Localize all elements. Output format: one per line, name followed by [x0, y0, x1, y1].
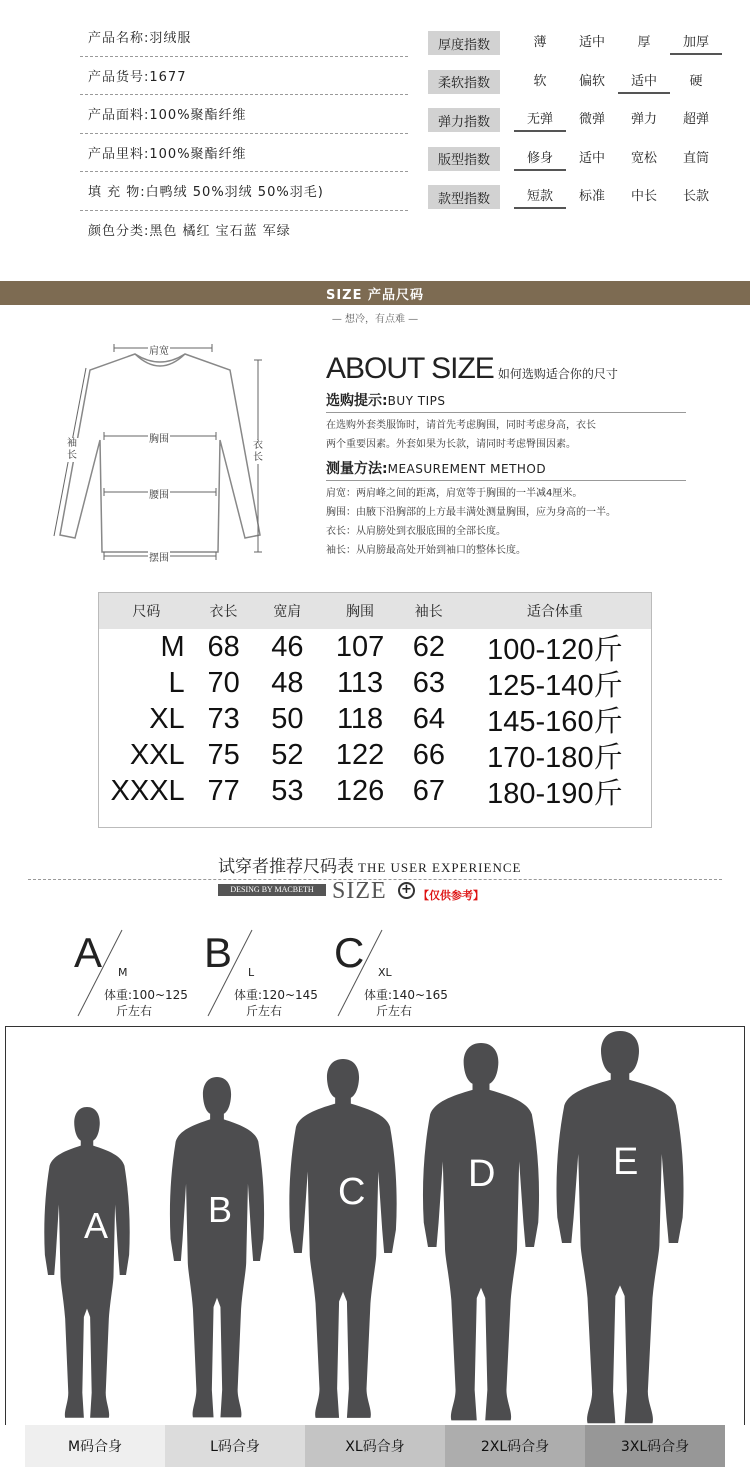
figure-letter-a: A — [84, 1205, 109, 1246]
info-item-no: 产品货号:1677 — [80, 57, 408, 96]
product-info-list — [80, 18, 408, 249]
silhouettes — [6, 1027, 746, 1426]
indicator-option: 硬 — [689, 73, 703, 89]
measurement-text: 肩宽：两肩峰之间的距离，肩宽等于胸围的一半减4厘米。 胸围：由腋下沿胸部的上方最丰满处测量胸围，应为身高的一半。 衣长：从肩膀处到衣服底围的全部长度。 袖长：从肩膀最高处开始到袖口的整体长度。 — [326, 488, 616, 556]
indicator-label: 弹力指数 — [428, 108, 500, 132]
col-header: 衣长 — [209, 604, 238, 620]
indicator-option: 软 — [533, 73, 547, 89]
indicator-option: 标准 — [578, 189, 605, 205]
chest-cell: 118 — [336, 702, 384, 735]
figure-letter-d: D — [468, 1153, 496, 1195]
figure-letter-e: E — [613, 1141, 639, 1183]
indicator-option: 中长 — [630, 189, 657, 205]
indicator-option-selected: 无弹 — [514, 108, 566, 132]
designer-tag: DESING BY MACBETH — [218, 884, 326, 896]
model-b-card — [204, 928, 344, 1020]
diagram-label-sleeve: 袖长 — [66, 438, 80, 462]
model-size: L — [248, 966, 255, 979]
silhouette-e — [556, 1031, 683, 1423]
indicator-thickness — [428, 24, 728, 63]
body-silhouette-panel — [5, 1026, 745, 1425]
indicator-softness — [428, 63, 728, 102]
model-weight: 体重:140~165 — [364, 988, 448, 1002]
model-weight: 体重:120~145 — [234, 988, 318, 1002]
col-header: 尺码 — [132, 604, 161, 620]
indicator-option: 弹力 — [630, 112, 657, 128]
indicator-label: 版型指数 — [428, 147, 500, 171]
size-table-header — [99, 593, 651, 629]
indicator-option: 薄 — [533, 35, 547, 51]
table-row — [99, 629, 651, 665]
model-weight-unit: 斤左右 — [116, 1004, 153, 1018]
size-cell: L — [168, 666, 185, 699]
size-cell: M — [160, 630, 185, 663]
sleeve-cell: 62 — [412, 630, 445, 663]
indicator-option: 超弹 — [682, 112, 709, 128]
model-a-card — [74, 928, 214, 1020]
indicator-option: 适中 — [578, 150, 605, 166]
garment-diagram — [40, 330, 300, 570]
shoulder-cell: 48 — [271, 666, 304, 699]
info-name: 产品名称:羽绒服 — [80, 18, 408, 57]
size-cell: XXXL — [110, 774, 185, 807]
indicator-label: 厚度指数 — [428, 31, 500, 55]
info-filling: 填 充 物:白鸭绒 50%羽绒 50%羽毛) — [80, 172, 408, 211]
sleeve-cell: 67 — [412, 774, 445, 807]
shoulder-cell: 53 — [271, 774, 304, 807]
size-section-subtitle: — 想冷，有点难 — — [331, 314, 419, 325]
weight-cell: 145-160斤 — [487, 705, 623, 738]
col-header: 适合体重 — [526, 604, 583, 620]
table-row — [99, 737, 651, 773]
experience-title: 试穿者推荐尺码表 THE USER EXPERIENCE — [218, 857, 522, 877]
diagram-label-length: 衣长 — [252, 440, 266, 464]
indicator-label: 款型指数 — [428, 185, 500, 209]
length-cell: 68 — [207, 630, 240, 663]
silhouette-b — [170, 1077, 264, 1417]
buy-tips-text: 在选购外套类服饰时，请首先考虑胸围，同时考虑身高，衣长 两个重要因素。外套如果为长款，请同时考虑臀围因素。 — [326, 420, 596, 450]
sleeve-cell: 63 — [412, 666, 445, 699]
diagram-label-chest: 胸围 — [148, 430, 170, 445]
table-row — [99, 701, 651, 737]
indicator-option: 厚 — [637, 35, 651, 51]
fit-label-l: L码合身 — [165, 1425, 305, 1467]
table-row — [99, 773, 651, 809]
diagram-label-shoulder: 肩宽 — [148, 342, 170, 357]
size-cell: XXL — [129, 738, 185, 771]
info-colors: 颜色分类:黑色 橘红 宝石蓝 军绿 — [88, 224, 291, 240]
col-header: 袖长 — [414, 604, 443, 620]
buy-tips-heading: 选购提示:BUY TIPS — [326, 390, 686, 413]
fit-label-3xl: 3XL码合身 — [585, 1425, 725, 1467]
indicator-option: 微弹 — [578, 112, 605, 128]
diagram-label-waist: 腰围 — [148, 486, 170, 501]
weight-cell: 125-140斤 — [487, 669, 623, 702]
sleeve-cell: 64 — [412, 702, 445, 735]
weight-cell: 170-180斤 — [487, 741, 623, 774]
model-weight-unit: 斤左右 — [246, 1004, 283, 1018]
size-table — [98, 592, 652, 828]
indicator-option: 偏软 — [578, 73, 605, 89]
silhouette-c — [289, 1059, 396, 1418]
silhouette-a — [44, 1107, 129, 1418]
figure-letter-c: C — [338, 1171, 366, 1213]
indicator-option-selected: 修身 — [514, 147, 566, 171]
chest-cell: 126 — [335, 774, 385, 807]
silhouette-d — [423, 1043, 539, 1420]
measurement-heading: 测量方法:MEASUREMENT METHOD — [326, 458, 686, 481]
figure-letter-b: B — [208, 1189, 233, 1230]
experience-title-en: THE USER EXPERIENCE — [358, 860, 522, 875]
indicator-option: 适中 — [578, 35, 605, 51]
model-size: M — [118, 966, 128, 979]
chest-cell: 107 — [335, 630, 385, 663]
weight-cell: 100-120斤 — [487, 633, 623, 666]
model-letter: C — [334, 929, 365, 976]
diagram-label-hem: 摆围 — [148, 549, 170, 564]
about-subtitle: 如何选购适合你的尺寸 — [497, 367, 618, 381]
col-header: 胸围 — [346, 604, 375, 620]
indicator-elasticity — [428, 101, 728, 140]
indicator-option: 宽松 — [630, 150, 657, 166]
model-letter: B — [204, 929, 233, 976]
indicator-table — [428, 24, 728, 217]
indicator-style — [428, 178, 728, 217]
info-fabric: 产品面料:100%聚酯纤维 — [80, 95, 408, 134]
about-title: ABOUT SIZE 如何选购适合你的尺寸 — [326, 352, 618, 385]
indicator-option-selected: 短款 — [514, 185, 566, 209]
sleeve-cell: 66 — [412, 738, 445, 771]
length-cell: 73 — [207, 702, 240, 735]
fit-label-xl: XL码合身 — [305, 1425, 445, 1467]
indicator-fit — [428, 140, 728, 179]
reference-note: 【仅供参考】 — [418, 889, 484, 902]
chest-cell: 113 — [336, 666, 384, 699]
indicator-option-selected: 加厚 — [670, 31, 722, 55]
length-cell: 75 — [207, 738, 240, 771]
length-cell: 70 — [207, 666, 240, 699]
model-c-card — [334, 928, 474, 1020]
fit-label-m: M码合身 — [25, 1425, 165, 1467]
fit-bar — [25, 1425, 725, 1467]
model-size: XL — [378, 966, 392, 979]
shoulder-cell: 46 — [271, 630, 304, 663]
circle-plus-icon: + — [398, 882, 415, 899]
col-header: 宽肩 — [273, 604, 302, 620]
weight-cell: 180-190斤 — [487, 777, 623, 810]
shoulder-cell: 52 — [271, 738, 304, 771]
size-word: SIZE — [332, 878, 387, 904]
info-lining: 产品里料:100%聚酯纤维 — [80, 134, 408, 173]
indicator-label: 柔软指数 — [428, 70, 500, 94]
fit-label-2xl: 2XL码合身 — [445, 1425, 585, 1467]
length-cell: 77 — [207, 774, 240, 807]
indicator-option: 长款 — [682, 189, 709, 205]
shoulder-cell: 50 — [271, 702, 304, 735]
chest-cell: 122 — [335, 738, 385, 771]
table-row — [99, 665, 651, 701]
indicator-option-selected: 适中 — [618, 70, 670, 94]
model-weight: 体重:100~125 — [104, 988, 188, 1002]
indicator-option: 直筒 — [682, 150, 709, 166]
size-cell: XL — [149, 702, 185, 735]
size-section-bar: SIZE 产品尺码 — [0, 281, 750, 305]
about-size-panel — [326, 352, 686, 560]
model-weight-unit: 斤左右 — [376, 1004, 413, 1018]
model-letter: A — [74, 929, 103, 976]
